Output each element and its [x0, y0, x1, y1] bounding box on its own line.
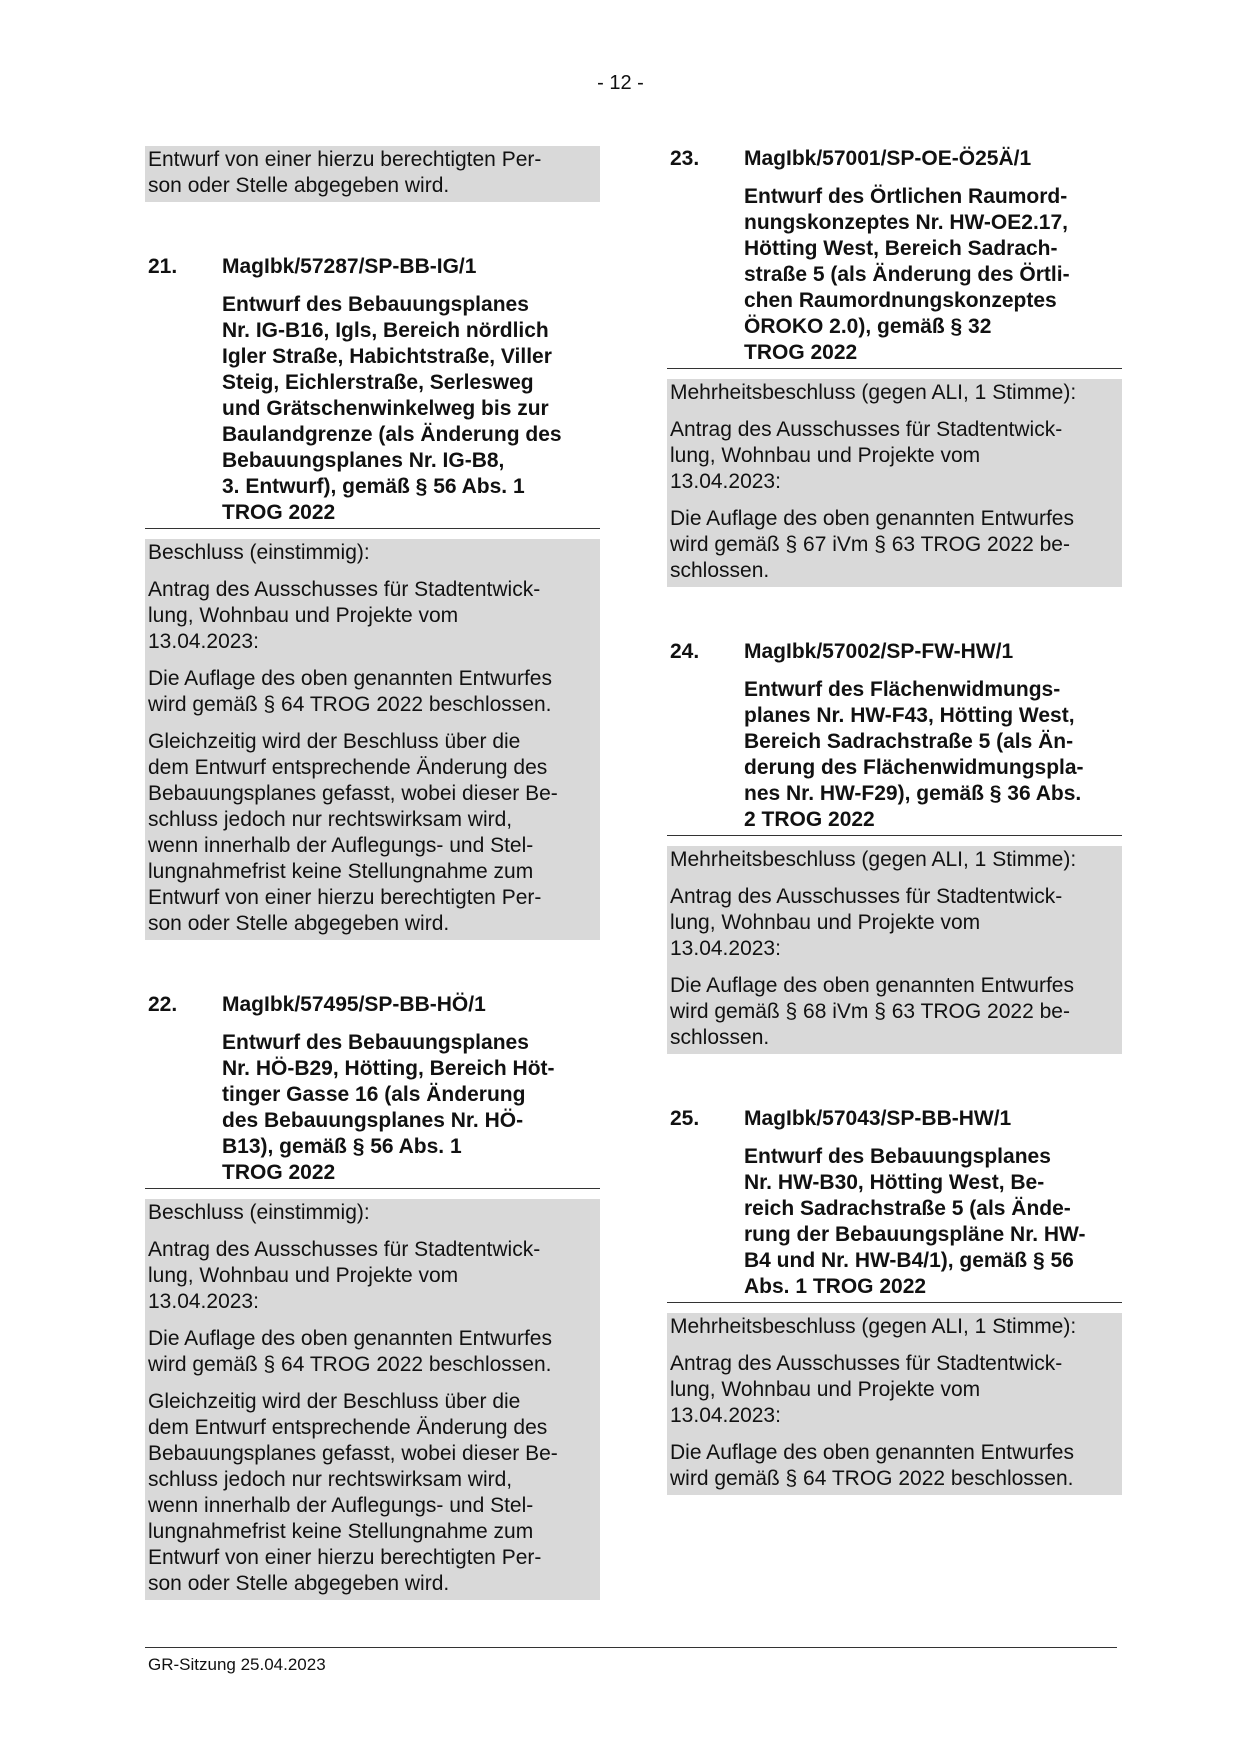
resolution-text: Die Auflage des oben genannten Entwurfes wird gemäß § 64 TROG 2022 beschlossen. [148, 1327, 552, 1376]
resolution-box [145, 1199, 600, 1600]
item-number: 25. [670, 1107, 700, 1130]
item-number: 22. [148, 993, 178, 1016]
item-heading [145, 992, 600, 1018]
left-column [145, 146, 600, 1600]
item-heading [667, 1106, 1122, 1132]
divider [667, 835, 1122, 836]
agenda-item-25 [667, 1106, 1122, 1495]
item-title: Entwurf des Bebauungsplanes Nr. HÖ-B29, Hötting, Bereich Höt- tinger Gasse 16 (als Änderung des Bebauungsplanes Nr. HÖ- B13), gemäß § 56 Abs. 1 TROG 2022 [222, 1031, 555, 1184]
resolution-text: Gleichzeitig wird der Beschluss über die dem Entwurf entsprechende Änderung des Bebauungsplanes gefasst, wobei dieser Be- schluss jedoch nur rechtswirksam wird, wenn innerhalb der Auflegungs- und Stel- lungnahmefrist keine Stellungnahme zum Entwurf von einer hierzu berechtigten Per- son oder Stelle abgegeben wird. [148, 1390, 558, 1595]
resolution-motion: Antrag des Ausschusses für Stadtentwick- lung, Wohnbau und Projekte vom 13.04.2023: [148, 578, 541, 653]
item-title: Entwurf des Bebauungsplanes Nr. IG-B16, Igls, Bereich nördlich Igler Straße, Habichtstraße, Viller Steig, Eichlerstraße, Serlesweg und Grätschenwinkelweg bis zur Baulandgrenze (als Änderung des Bebauungsplanes Nr. IG-B8, 3. Entwurf), gemäß § 56 Abs. 1 TROG 2022 [222, 293, 562, 524]
resolution-text: Die Auflage des oben genannten Entwurfes wird gemäß § 64 TROG 2022 beschlossen. [148, 667, 552, 716]
item-heading [145, 254, 600, 280]
item-title: Entwurf des Bebauungsplanes Nr. HW-B30, Hötting West, Be- reich Sadrachstraße 5 (als Ände- rung der Bebauungspläne Nr. HW- B4 und Nr. HW-B4/1), gemäß § 56 Abs. 1 TROG 2022 [744, 1145, 1086, 1298]
resolution-type: Beschluss (einstimmig): [148, 1201, 370, 1224]
item-code: MagIbk/57287/SP-BB-IG/1 [222, 255, 477, 278]
item-title: Entwurf des Örtlichen Raumord- nungskonzeptes Nr. HW-OE2.17, Hötting West, Bereich Sadrach- straße 5 (als Änderung des Örtli- chen Raumordnungskonzeptes ÖROKO 2.0), gemäß § 32 TROG 2022 [744, 185, 1070, 364]
item-code: MagIbk/57001/SP-OE-Ö25Ä/1 [744, 147, 1032, 170]
resolution-motion: Antrag des Ausschusses für Stadtentwick- lung, Wohnbau und Projekte vom 13.04.2023: [670, 418, 1063, 493]
agenda-item-22 [145, 992, 600, 1600]
divider [145, 1188, 600, 1189]
item-number: 23. [670, 147, 700, 170]
agenda-item-23 [667, 146, 1122, 587]
resolution-type: Mehrheitsbeschluss (gegen ALI, 1 Stimme): [670, 848, 1077, 871]
divider [145, 528, 600, 529]
resolution-box [145, 539, 600, 940]
resolution-type: Mehrheitsbeschluss (gegen ALI, 1 Stimme): [670, 1315, 1077, 1338]
item-number: 21. [148, 255, 178, 278]
continuation-text: Entwurf von einer hierzu berechtigten Per- son oder Stelle abgegeben wird. [148, 148, 542, 197]
page-number: - 12 - [597, 72, 644, 94]
item-code: MagIbk/57002/SP-FW-HW/1 [744, 640, 1014, 663]
item-heading [667, 639, 1122, 665]
resolution-text: Die Auflage des oben genannten Entwurfes wird gemäß § 68 iVm § 63 TROG 2022 be- schlossen. [670, 974, 1074, 1049]
divider [667, 368, 1122, 369]
resolution-box [667, 379, 1122, 587]
resolution-motion: Antrag des Ausschusses für Stadtentwick- lung, Wohnbau und Projekte vom 13.04.2023: [148, 1238, 541, 1313]
continuation-box [145, 146, 600, 202]
resolution-motion: Antrag des Ausschusses für Stadtentwick- lung, Wohnbau und Projekte vom 13.04.2023: [670, 885, 1063, 960]
resolution-box [667, 1313, 1122, 1495]
divider [667, 1302, 1122, 1303]
resolution-text: Die Auflage des oben genannten Entwurfes wird gemäß § 64 TROG 2022 beschlossen. [670, 1441, 1074, 1490]
resolution-type: Beschluss (einstimmig): [148, 541, 370, 564]
resolution-text: Gleichzeitig wird der Beschluss über die dem Entwurf entsprechende Änderung des Bebauungsplanes gefasst, wobei dieser Be- schluss jedoch nur rechtswirksam wird, wenn innerhalb der Auflegungs- und Stel- lungnahmefrist keine Stellungnahme zum Entwurf von einer hierzu berechtigten Per- son oder Stelle abgegeben wird. [148, 730, 558, 935]
resolution-type: Mehrheitsbeschluss (gegen ALI, 1 Stimme): [670, 381, 1077, 404]
item-code: MagIbk/57043/SP-BB-HW/1 [744, 1107, 1012, 1130]
footer-text: GR-Sitzung 25.04.2023 [148, 1655, 326, 1674]
item-code: MagIbk/57495/SP-BB-HÖ/1 [222, 993, 486, 1016]
agenda-item-21 [145, 254, 600, 940]
item-number: 24. [670, 640, 700, 663]
right-column [667, 146, 1122, 1495]
agenda-item-24 [667, 639, 1122, 1054]
resolution-text: Die Auflage des oben genannten Entwurfes wird gemäß § 67 iVm § 63 TROG 2022 be- schlossen. [670, 507, 1074, 582]
resolution-box [667, 846, 1122, 1054]
item-title: Entwurf des Flächenwidmungs- planes Nr. HW-F43, Hötting West, Bereich Sadrachstraße 5 (als Än- derung des Flächenwidmungspla- nes Nr. HW-F29), gemäß § 36 Abs. 2 TROG 2022 [744, 678, 1084, 831]
item-heading [667, 146, 1122, 172]
footer-divider [145, 1647, 1117, 1648]
resolution-motion: Antrag des Ausschusses für Stadtentwick- lung, Wohnbau und Projekte vom 13.04.2023: [670, 1352, 1063, 1427]
